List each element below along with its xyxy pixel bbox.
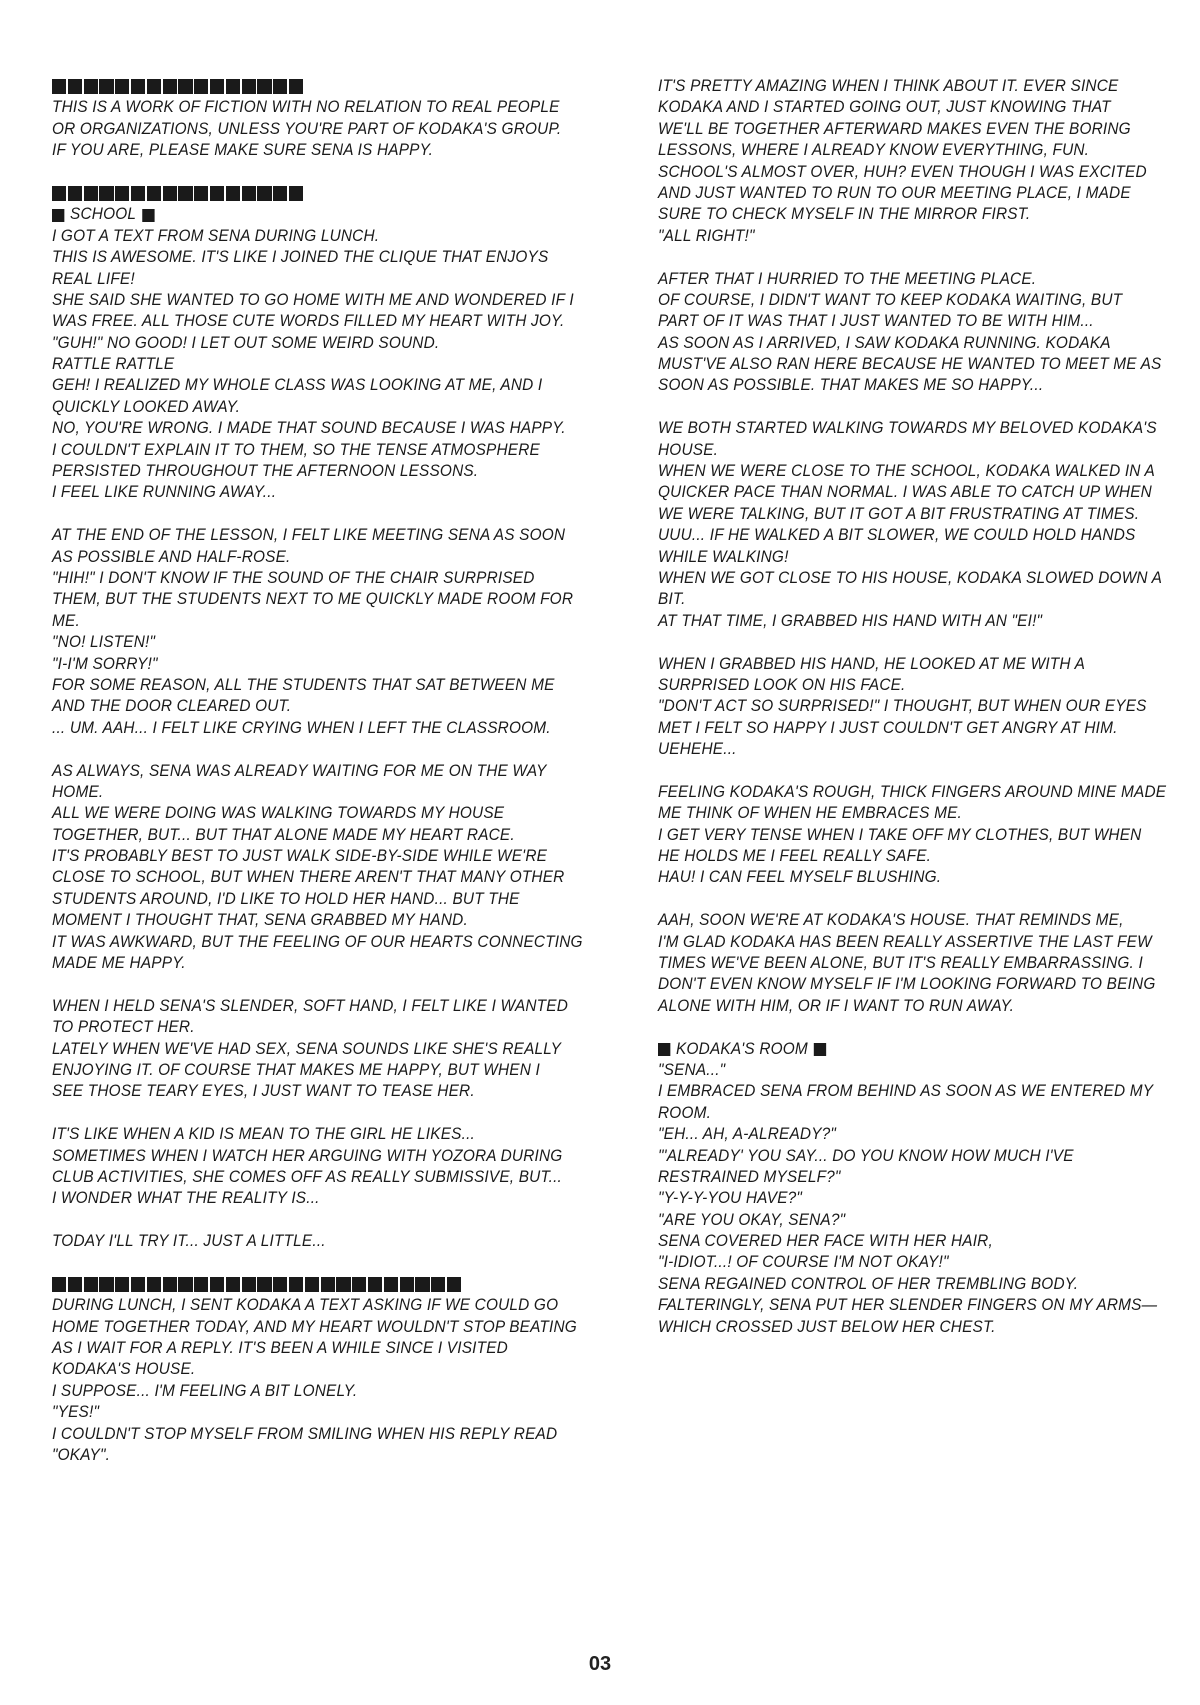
text-line: ME THINK OF WHEN HE EMBRACES ME.: [658, 804, 962, 823]
divider-square: [115, 79, 129, 94]
text-line: AND THE DOOR CLEARED OUT.: [52, 697, 292, 716]
text-line: "Y-Y-Y-YOU HAVE?": [658, 1189, 803, 1208]
text-line: MUST'VE ALSO RAN HERE BECAUSE HE WANTED TO MEET ME AS: [658, 355, 1162, 374]
divider-square: [131, 79, 145, 94]
text-line: WE BOTH STARTED WALKING TOWARDS MY BELOVED KODAKA'S: [658, 419, 1157, 438]
section-heading: [52, 204, 584, 225]
divider-square: [178, 1277, 192, 1292]
text-line: "I-I'M SORRY!": [52, 654, 158, 673]
text-line: WHEN I GRABBED HIS HAND, HE LOOKED AT ME WITH A: [658, 654, 1086, 673]
paragraph-gap: [52, 1210, 612, 1231]
text-line: I SUPPOSE... I'M FEELING A BIT LONELY.: [52, 1381, 358, 1400]
text-line: SHE SAID SHE WANTED TO GO HOME WITH ME AND WONDERED IF I: [52, 290, 574, 309]
divider-square: [289, 186, 303, 201]
text-line: WHEN WE WERE CLOSE TO THE SCHOOL, KODAKA WALKED IN A: [658, 462, 1155, 481]
paragraph-gap: [658, 1017, 1200, 1038]
text-line: DURING LUNCH, I SENT KODAKA A TEXT ASKING IF WE COULD GO: [52, 1296, 559, 1315]
text-line: UUU... IF HE WALKED A BIT SLOWER, WE COULD HOLD HANDS: [658, 526, 1136, 545]
text-line: GEH! I REALIZED MY WHOLE CLASS WAS LOOKING AT ME, AND I: [52, 376, 543, 395]
divider-square: [115, 1277, 129, 1292]
text-line: PART OF IT WAS THAT I JUST WANTED TO BE WITH HIM...: [658, 312, 1094, 331]
divider-square: [84, 186, 98, 201]
divider-square: [178, 79, 192, 94]
section-heading-text: SCHOOL: [70, 205, 137, 224]
paragraph: [52, 1124, 612, 1210]
paragraph: [52, 1231, 612, 1252]
text-line: I GOT A TEXT FROM SENA DURING LUNCH.: [52, 226, 380, 245]
divider-square: [210, 186, 224, 201]
divider-square: [257, 186, 271, 201]
paragraph: [658, 910, 1200, 1017]
text-line: NO, YOU'RE WRONG. I MADE THAT SOUND BECAUSE I WAS HAPPY.: [52, 419, 566, 438]
divider-square: [226, 186, 240, 201]
text-line: HOME TOGETHER TODAY, AND MY HEART WOULDN'T STOP BEATING: [52, 1317, 577, 1336]
text-line: KODAKA'S HOUSE.: [52, 1360, 196, 1379]
text-line: "EH... AH, A-ALREADY?": [658, 1125, 837, 1144]
divider-square: [115, 186, 129, 201]
text-line: OF COURSE, I DIDN'T WANT TO KEEP KODAKA WAITING, BUT: [658, 290, 1123, 309]
divider-square: [368, 1277, 382, 1292]
text-line: I WONDER WHAT THE REALITY IS...: [52, 1189, 320, 1208]
text-line: I COULDN'T STOP MYSELF FROM SMILING WHEN HIS REPLY READ: [52, 1424, 558, 1443]
text-line: SCHOOL'S ALMOST OVER, HUH? EVEN THOUGH I WAS EXCITED: [658, 162, 1147, 181]
text-line: FALTERINGLY, SENA PUT HER SLENDER FINGERS ON MY ARMS—: [658, 1296, 1158, 1315]
divider-square: [210, 79, 224, 94]
divider-square: [163, 79, 177, 94]
text-line: I COULDN'T EXPLAIN IT TO THEM, SO THE TENSE ATMOSPHERE: [52, 440, 540, 459]
divider-square: [147, 1277, 161, 1292]
text-line: ME.: [52, 611, 80, 630]
section-divider-bar: [52, 1274, 612, 1295]
text-line: QUICKLY LOOKED AWAY.: [52, 397, 241, 416]
section-heading-text: KODAKA'S ROOM: [676, 1039, 808, 1058]
text-line: HOUSE.: [658, 440, 719, 459]
divider-square: [68, 186, 82, 201]
text-line: AT THE END OF THE LESSON, I FELT LIKE MEETING SENA AS SOON: [52, 526, 566, 545]
paragraph-gap: [52, 739, 612, 760]
section-divider-bar: [52, 76, 612, 97]
paragraph: [658, 782, 1200, 889]
text-line: QUICKER PACE THAN NORMAL. I WAS ABLE TO CATCH UP WHEN: [658, 483, 1152, 502]
paragraph: [658, 654, 1200, 761]
divider-square: [273, 1277, 287, 1292]
divider-square: [273, 186, 287, 201]
text-line: AND JUST WANTED TO RUN TO OUR MEETING PLACE, I MADE: [658, 183, 1131, 202]
paragraph: [52, 761, 612, 975]
divider-square: [68, 79, 82, 94]
divider-square: [52, 1277, 66, 1292]
divider-square: [194, 186, 208, 201]
divider-square: [242, 79, 256, 94]
paragraph: [658, 269, 1200, 397]
page-number: 03: [588, 1653, 612, 1675]
divider-square: [131, 186, 145, 201]
text-line: AAH, SOON WE'RE AT KODAKA'S HOUSE. THAT REMINDS ME,: [658, 911, 1124, 930]
text-line: "HIH!" I DON'T KNOW IF THE SOUND OF THE CHAIR SURPRISED: [52, 568, 535, 587]
text-line: SENA REGAINED CONTROL OF HER TREMBLING BODY.: [658, 1274, 1079, 1293]
text-line: I'M GLAD KODAKA HAS BEEN REALLY ASSERTIVE THE LAST FEW: [658, 932, 1152, 951]
divider-square: [84, 79, 98, 94]
heading-square-right: [814, 1043, 826, 1056]
section-divider-bar: [52, 183, 612, 204]
heading-square-right: [142, 209, 154, 222]
text-line: "NO! LISTEN!": [52, 633, 156, 652]
text-line: "'ALREADY' YOU SAY... DO YOU KNOW HOW MUCH I'VE: [658, 1146, 1074, 1165]
divider-square: [226, 79, 240, 94]
text-line: "ALL RIGHT!": [658, 226, 755, 245]
paragraph-gap: [658, 889, 1200, 910]
divider-square: [289, 79, 303, 94]
paragraph-gap: [658, 761, 1200, 782]
divider-square: [147, 79, 161, 94]
heading-square-left: [52, 209, 64, 222]
text-line: WHEN I HELD SENA'S SLENDER, SOFT HAND, I FELT LIKE I WANTED: [52, 996, 569, 1015]
text-line: "YES!": [52, 1403, 100, 1422]
text-line: IT WAS AWKWARD, BUT THE FEELING OF OUR HEARTS CONNECTING: [52, 932, 583, 951]
divider-square: [194, 1277, 208, 1292]
text-line: MOMENT I THOUGHT THAT, SENA GRABBED MY HAND.: [52, 911, 468, 930]
divider-square: [242, 186, 256, 201]
paragraph-gap: [52, 504, 612, 525]
text-line: SENA COVERED HER FACE WITH HER HAIR,: [658, 1232, 993, 1251]
text-line: WE'LL BE TOGETHER AFTERWARD MAKES EVEN THE BORING: [658, 119, 1131, 138]
text-line: MADE ME HAPPY.: [52, 954, 186, 973]
text-line: I FEEL LIKE RUNNING AWAY...: [52, 483, 277, 502]
text-line: THIS IS AWESOME. IT'S LIKE I JOINED THE CLIQUE THAT ENJOYS: [52, 248, 549, 267]
text-line: DON'T EVEN KNOW MYSELF IF I'M LOOKING FORWARD TO BEING: [658, 975, 1156, 994]
text-line: UEHEHE...: [658, 740, 737, 759]
paragraph: [52, 226, 612, 504]
divider-square: [336, 1277, 350, 1292]
paragraph-gap: [658, 632, 1200, 653]
text-line: WHICH CROSSED JUST BELOW HER CHEST.: [658, 1317, 996, 1336]
paragraph: [658, 418, 1200, 632]
text-line: TODAY I'LL TRY IT... JUST A LITTLE...: [52, 1232, 326, 1251]
divider-square: [68, 1277, 82, 1292]
text-line: BIT.: [658, 590, 686, 609]
text-line: LESSONS, WHERE I ALREADY KNOW EVERYTHING, FUN.: [658, 141, 1090, 160]
text-line: TOGETHER, BUT... BUT THAT ALONE MADE MY HEART RACE.: [52, 825, 515, 844]
text-line: OR ORGANIZATIONS, UNLESS YOU'RE PART OF KODAKA'S GROUP.: [52, 119, 562, 138]
divider-square: [447, 1277, 461, 1292]
section-heading: [658, 1039, 1190, 1060]
text-line: THIS IS A WORK OF FICTION WITH NO RELATION TO REAL PEOPLE: [52, 98, 560, 117]
text-line: RESTRAINED MYSELF?": [658, 1167, 841, 1186]
text-line: KODAKA AND I STARTED GOING OUT, JUST KNOWING THAT: [658, 98, 1111, 117]
text-line: I GET VERY TENSE WHEN I TAKE OFF MY CLOTHES, BUT WHEN: [658, 825, 1142, 844]
divider-square: [147, 186, 161, 201]
text-line: THEM, BUT THE STUDENTS NEXT TO ME QUICKLY MADE ROOM FOR: [52, 590, 574, 609]
text-line: RATTLE RATTLE: [52, 355, 175, 374]
text-line: PERSISTED THROUGHOUT THE AFTERNOON LESSONS.: [52, 462, 479, 481]
text-line: ... UM. AAH... I FELT LIKE CRYING WHEN I LEFT THE CLASSROOM.: [52, 718, 551, 737]
divider-square: [210, 1277, 224, 1292]
text-line: WAS FREE. ALL THOSE CUTE WORDS FILLED MY HEART WITH JOY.: [52, 312, 565, 331]
divider-square: [163, 186, 177, 201]
text-line: IT'S PROBABLY BEST TO JUST WALK SIDE-BY-SIDE WHILE WE'RE: [52, 847, 548, 866]
text-line: ALONE WITH HIM, OR IF I WANT TO RUN AWAY.: [658, 996, 1015, 1015]
text-line: REAL LIFE!: [52, 269, 135, 288]
text-line: WHEN WE GOT CLOSE TO HIS HOUSE, KODAKA SLOWED DOWN A: [658, 568, 1163, 587]
divider-square: [352, 1277, 366, 1292]
text-line: CLUB ACTIVITIES, SHE COMES OFF AS REALLY SUBMISSIVE, BUT...: [52, 1167, 563, 1186]
divider-square: [242, 1277, 256, 1292]
text-line: SURE TO CHECK MYSELF IN THE MIRROR FIRST.: [658, 205, 1031, 224]
text-line: IT'S PRETTY AMAZING WHEN I THINK ABOUT IT. EVER SINCE: [658, 77, 1119, 95]
paragraph: [52, 1295, 612, 1466]
text-line: AFTER THAT I HURRIED TO THE MEETING PLACE.: [658, 269, 1037, 288]
text-line: SURPRISED LOOK ON HIS FACE.: [658, 675, 906, 694]
divider-square: [131, 1277, 145, 1292]
text-line: WE WERE TALKING, BUT IT GOT A BIT FRUSTRATING AT TIMES.: [658, 504, 1140, 523]
divider-square: [99, 186, 113, 201]
divider-square: [84, 1277, 98, 1292]
divider-square: [99, 1277, 113, 1292]
text-line: MET I FELT SO HAPPY I JUST COULDN'T GET ANGRY AT HIM.: [658, 718, 1118, 737]
text-line: LATELY WHEN WE'VE HAD SEX, SENA SOUNDS LIKE SHE'S REALLY: [52, 1039, 562, 1058]
paragraph: [658, 1060, 1200, 1338]
text-line: STUDENTS AROUND, I'D LIKE TO HOLD HER HAND... BUT THE: [52, 889, 520, 908]
text-line: ALL WE WERE DOING WAS WALKING TOWARDS MY HOUSE: [52, 804, 505, 823]
text-line: FEELING KODAKA'S ROUGH, THICK FINGERS AROUND MINE MADE: [658, 782, 1167, 801]
text-line: HE HOLDS ME I FEEL REALLY SAFE.: [658, 847, 932, 866]
text-line: "I-IDIOT...! OF COURSE I'M NOT OKAY!": [658, 1253, 949, 1272]
text-line: "GUH!" NO GOOD! I LET OUT SOME WEIRD SOUND.: [52, 333, 440, 352]
text-line: CLOSE TO SCHOOL, BUT WHEN THERE AREN'T THAT MANY OTHER: [52, 868, 565, 887]
text-line: IF YOU ARE, PLEASE MAKE SURE SENA IS HAPPY.: [52, 141, 434, 160]
text-line: "OKAY".: [52, 1446, 111, 1464]
text-line: SOON AS POSSIBLE. THAT MAKES ME SO HAPPY...: [658, 376, 1044, 395]
text-line: AT THAT TIME, I GRABBED HIS HAND WITH AN "EI!": [658, 611, 1043, 630]
divider-square: [415, 1277, 429, 1292]
divider-square: [273, 79, 287, 94]
paragraph: [52, 525, 612, 739]
divider-square: [321, 1277, 335, 1292]
text-line: TIMES WE'VE BEEN ALONE, BUT IT'S REALLY EMBARRASSING. I: [658, 954, 1143, 973]
divider-square: [257, 1277, 271, 1292]
text-line: ROOM.: [658, 1103, 712, 1122]
paragraph-gap: [52, 974, 612, 995]
text-line: "DON'T ACT SO SURPRISED!" I THOUGHT, BUT WHEN OUR EYES: [658, 697, 1147, 716]
text-line: IT'S LIKE WHEN A KID IS MEAN TO THE GIRL HE LIKES...: [52, 1125, 476, 1144]
paragraph-gap: [52, 1252, 612, 1273]
divider-square: [99, 79, 113, 94]
divider-square: [194, 79, 208, 94]
divider-square: [52, 79, 66, 94]
paragraph-gap: [52, 162, 612, 183]
divider-square: [305, 1277, 319, 1292]
heading-square-left: [658, 1043, 670, 1056]
right-column: [658, 76, 1200, 1338]
divider-square: [226, 1277, 240, 1292]
divider-square: [384, 1277, 398, 1292]
text-line: AS ALWAYS, SENA WAS ALREADY WAITING FOR ME ON THE WAY: [52, 761, 547, 780]
left-column: [52, 76, 612, 1466]
paragraph-gap: [658, 397, 1200, 418]
divider-square: [178, 186, 192, 201]
divider-square: [400, 1277, 414, 1292]
text-line: SOMETIMES WHEN I WATCH HER ARGUING WITH YOZORA DURING: [52, 1146, 563, 1165]
paragraph-gap: [52, 1103, 612, 1124]
text-line: FOR SOME REASON, ALL THE STUDENTS THAT SAT BETWEEN ME: [52, 675, 555, 694]
text-line: I EMBRACED SENA FROM BEHIND AS SOON AS WE ENTERED MY: [658, 1082, 1154, 1101]
divider-square: [163, 1277, 177, 1292]
paragraph-gap: [658, 247, 1200, 268]
text-line: HOME.: [52, 782, 104, 801]
text-line: "SENA...": [658, 1060, 726, 1079]
text-line: TO PROTECT HER.: [52, 1018, 195, 1037]
text-line: AS I WAIT FOR A REPLY. IT'S BEEN A WHILE SINCE I VISITED: [52, 1339, 508, 1358]
paragraph: [658, 76, 1200, 247]
text-line: WHILE WALKING!: [658, 547, 789, 566]
text-line: SEE THOSE TEARY EYES, I JUST WANT TO TEASE HER.: [52, 1082, 475, 1101]
text-line: ENJOYING IT. OF COURSE THAT MAKES ME HAPPY, BUT WHEN I: [52, 1060, 540, 1079]
divider-square: [289, 1277, 303, 1292]
paragraph: [52, 97, 612, 161]
text-line: AS SOON AS I ARRIVED, I SAW KODAKA RUNNING. KODAKA: [658, 333, 1111, 352]
text-line: AS POSSIBLE AND HALF-ROSE.: [52, 547, 291, 566]
divider-square: [52, 186, 66, 201]
text-line: "ARE YOU OKAY, SENA?": [658, 1210, 846, 1229]
paragraph: [52, 996, 612, 1103]
divider-square: [431, 1277, 445, 1292]
text-line: HAU! I CAN FEEL MYSELF BLUSHING.: [658, 868, 942, 887]
divider-square: [257, 79, 271, 94]
